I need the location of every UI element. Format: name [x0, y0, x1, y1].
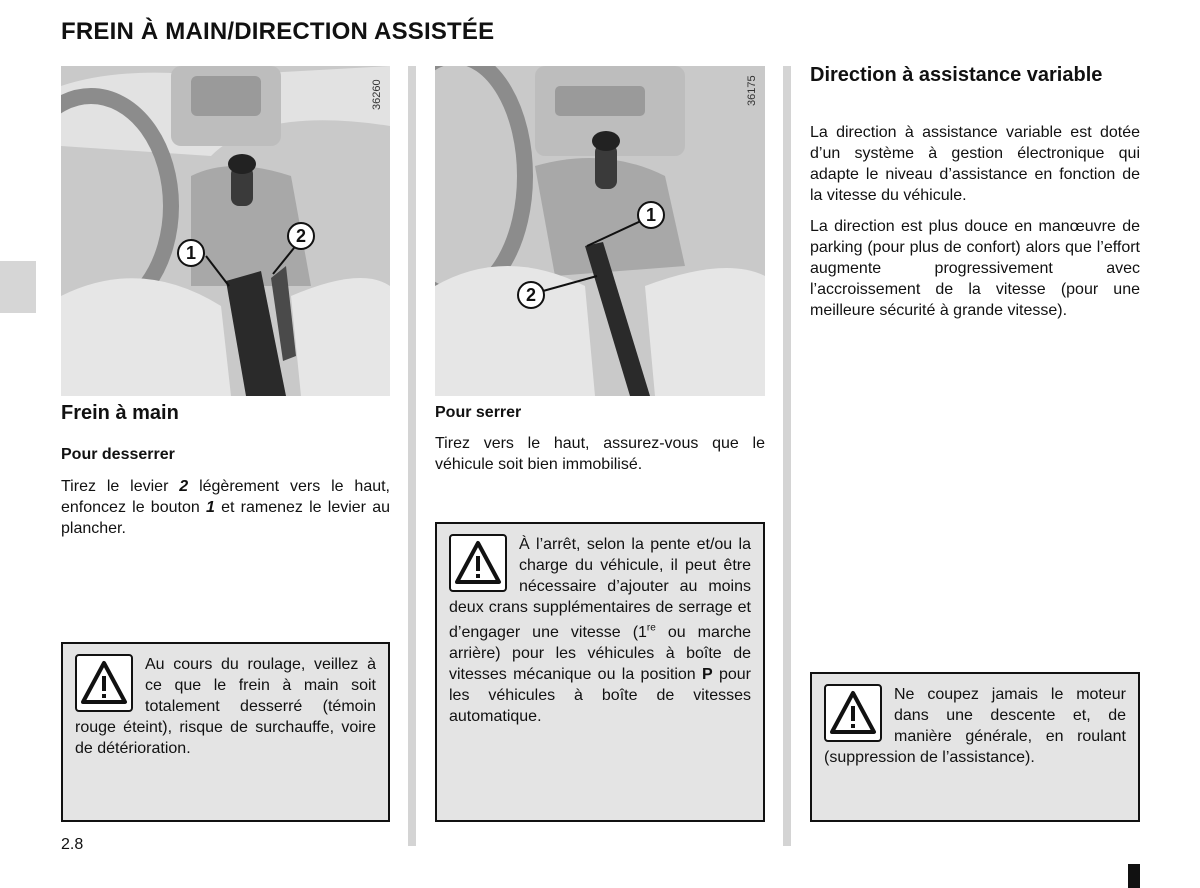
steering-description: La direction à assistance variable est dotée d’un système à gestion électronique qui adapte le niveau d’assistance en fonction de la vitesse du véhicule.	[810, 124, 1140, 204]
warning-box-parking	[435, 522, 765, 822]
warning-triangle-icon	[75, 654, 133, 712]
car-interior-illustration	[435, 66, 765, 396]
section-heading-steering: Direction à assistance variable	[810, 64, 1103, 86]
callout-1: 1	[637, 201, 665, 229]
page-edge-marker	[1128, 864, 1140, 888]
section-heading-handbrake: Frein à main	[61, 402, 179, 424]
page-title: FREIN À MAIN/DIRECTION ASSISTÉE	[61, 18, 495, 45]
column-divider	[783, 66, 791, 846]
subheading-release: Pour desserrer	[61, 446, 175, 463]
callout-2: 2	[517, 281, 545, 309]
warning-text: Ne coupez jamais le moteur dans une descente et, de manière générale, en roulant (suppression de l’assistance).	[824, 686, 1126, 766]
warning-box-engine	[810, 672, 1140, 822]
handbrake-release-photo	[61, 66, 390, 396]
page-number: 2.8	[61, 836, 84, 853]
photo-reference: 36260	[371, 79, 383, 110]
column-divider	[408, 66, 416, 846]
warning-triangle-icon	[449, 534, 507, 592]
callout-2: 2	[287, 222, 315, 250]
photo-reference: 36175	[746, 75, 758, 106]
release-instructions: Tirez le levier 2 légèrement vers le haut, enfoncez le bouton 1 et ramenez le levier au plancher.	[61, 478, 391, 537]
handbrake-apply-photo	[435, 66, 765, 396]
car-interior-illustration	[61, 66, 390, 396]
steering-behaviour: La direction est plus douce en manœuvre de parking (pour plus de confort) alors que l’effort augmente progressivement avec l’accroissement de la vitesse (pour une meilleure sécurité à grande vitesse).	[810, 218, 1140, 319]
button-ref: 1	[205, 499, 215, 516]
lever-ref: 2	[179, 478, 189, 495]
apply-instructions: Tirez vers le haut, assurez-vous que le véhicule soit bien immobilisé.	[435, 435, 765, 473]
warning-text: À l’arrêt, selon la pente et/ou la charge du véhicule, il peut être nécessaire d’ajouter au moins deux crans supplémentaires de serrage et d’engager une vitesse (1re ou marche arrière) pour les véhicules à boîte de vitesses mécanique ou la position P pour les véhicules à boîte de vitesses automatique.	[449, 536, 751, 726]
subheading-apply: Pour serrer	[435, 404, 522, 421]
chapter-tab	[0, 261, 36, 313]
warning-triangle-icon	[824, 684, 882, 742]
warning-text: Au cours du roulage, veillez à ce que le frein à main soit totalement desserré (témoin rouge éteint), risque de surchauffe, voire de détérioration.	[75, 656, 376, 757]
callout-1: 1	[177, 239, 205, 267]
warning-box-driving	[61, 642, 390, 822]
